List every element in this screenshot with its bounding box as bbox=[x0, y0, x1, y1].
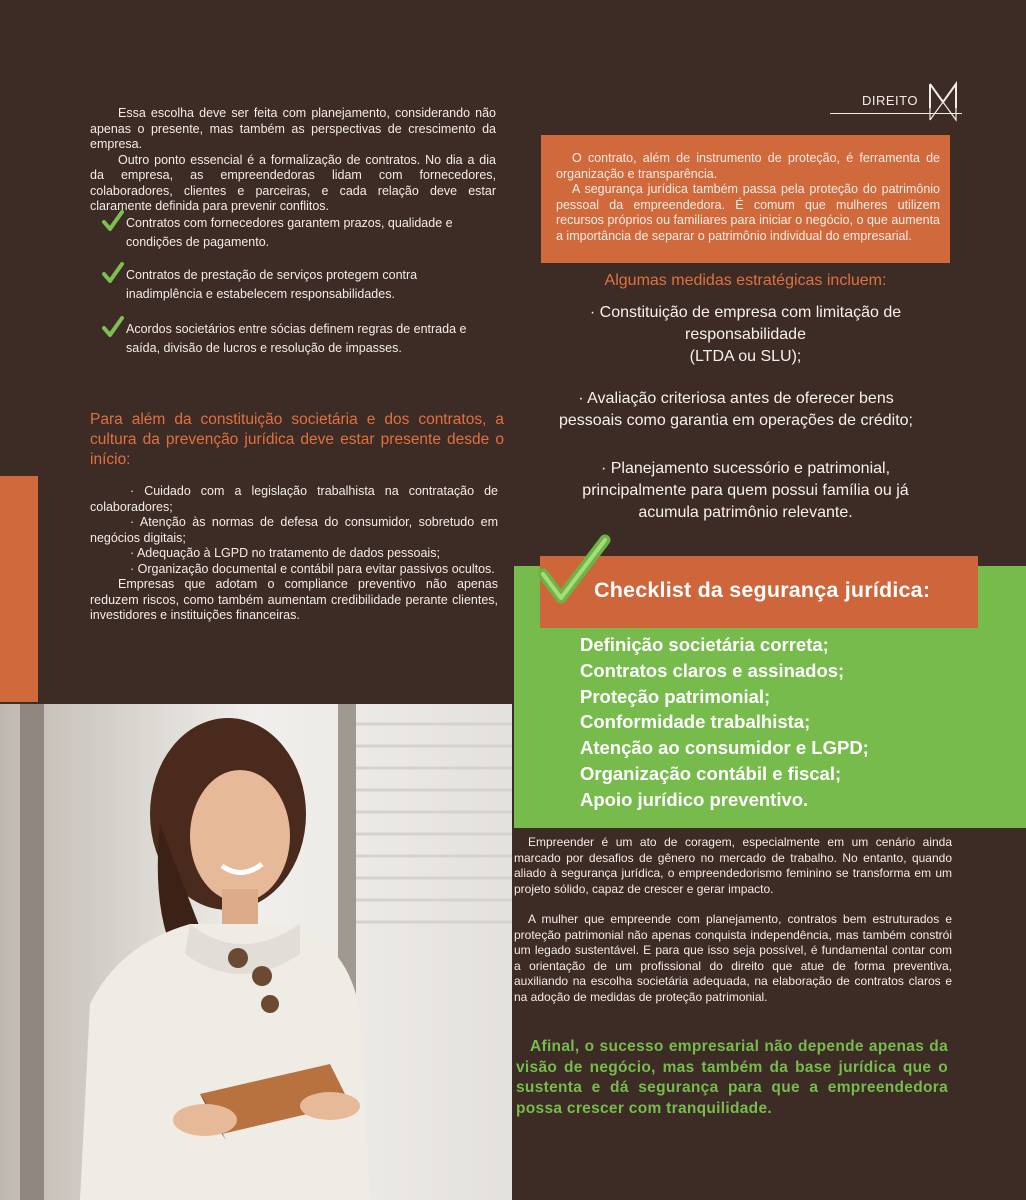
contract-info-text bbox=[556, 151, 940, 244]
checklist-item: Proteção patrimonial; bbox=[580, 685, 771, 707]
compliance-paragraph: Empresas que adotam o compliance preventivo não apenas reduzem riscos, como também aumentam credibilidade perante clientes, investidores e instituições financeiras. bbox=[90, 577, 498, 622]
measure-line: · Constituição de empresa com limitação de bbox=[589, 304, 902, 321]
measure-line: · Planejamento sucessório e patrimonial, bbox=[600, 460, 891, 477]
entrepreneur-photo bbox=[0, 704, 512, 1200]
closing-paragraph: A mulher que empreende com planejamento, contratos bem estruturados e proteção patrimonial não apenas conquista independência, mas também constrói um legado sustentável. E para que isso seja possível, é fundamental contar com a orientação de um profissional do direito que atue de forma preventiva, auxiliando na escolha societária adequada, na elaboração de contratos claros e na adoção de medidas de proteção patrimonial. bbox=[514, 912, 952, 1004]
bullet-item: · Organização documental e contábil para evitar passivos ocultos. bbox=[130, 561, 495, 576]
checkmark-icon bbox=[102, 262, 124, 284]
checklist-item: Conformidade trabalhista; bbox=[580, 711, 811, 733]
measure-line: pessoais como garantia em operações de crédito; bbox=[559, 412, 913, 429]
checklist-title: Checklist da segurança jurídica: bbox=[594, 578, 931, 602]
intro-text bbox=[90, 106, 496, 215]
entrepreneur-illustration bbox=[0, 704, 512, 1200]
section-label: DIREITO bbox=[862, 93, 918, 108]
checkmark-icon bbox=[102, 316, 124, 338]
measure-line: acumula patrimônio relevante. bbox=[638, 504, 853, 521]
checklist-item: Definição societária correta; bbox=[580, 634, 829, 655]
intro-paragraph: Essa escolha deve ser feita com planejamento, considerando não apenas o presente, mas também as perspectivas de crescimento da empresa. bbox=[90, 106, 496, 151]
measure-line: responsabilidade bbox=[685, 326, 806, 343]
measures-title: Algumas medidas estratégicas incluem: bbox=[604, 272, 887, 289]
checklist-item: Contratos claros e assinados; bbox=[580, 659, 845, 681]
closing-text bbox=[514, 835, 952, 1005]
final-statement: Afinal, o sucesso empresarial não depende apenas da visão de negócio, mas também da base jurídica que o sustenta e dá segurança para que a empreendedora possa crescer com tranquilidade. bbox=[516, 1038, 948, 1117]
intro-paragraph: Outro ponto essencial é a formalização de contratos. No dia a dia da empresa, as empreendedoras lidam com fornecedores, colaboradores, clientes e parceiras, e cada relação deve estar claramente definida para prevenir conflitos. bbox=[90, 152, 496, 213]
measure-line: · Avaliação criteriosa antes de oferecer bens bbox=[578, 390, 894, 407]
checklist-item: Atenção ao consumidor e LGPD; bbox=[580, 737, 869, 759]
info-paragraph: A segurança jurídica também passa pela proteção do patrimônio pessoal da empreendedora. É comum que mulheres utilizem recursos próprios ou familiares para iniciar o negócio, o que aumenta a importância de separar o patrimônio individual do empresarial. bbox=[556, 182, 940, 243]
bullet-item: · Cuidado com a legislação trabalhista na contratação de colaboradores; bbox=[90, 484, 498, 514]
bullet-item: · Atenção às normas de defesa do consumidor, sobretudo em negócios digitais; bbox=[90, 515, 498, 545]
measure-item bbox=[541, 302, 950, 368]
magazine-logo-icon bbox=[926, 78, 960, 126]
info-paragraph: O contrato, além de instrumento de proteção, é ferramenta de organização e transparência. bbox=[556, 151, 940, 181]
check-item-text: Acordos societários entre sócias definem regras de entrada e saída, divisão de lucros e resolução de impasses. bbox=[126, 322, 467, 355]
checkmark-icon bbox=[102, 210, 124, 232]
checklist-item: Organização contábil e fiscal; bbox=[580, 762, 842, 784]
check-item-text: Contratos com fornecedores garantem prazos, qualidade e condições de pagamento. bbox=[126, 216, 453, 249]
measure-item bbox=[541, 388, 931, 432]
checklist-items bbox=[580, 632, 869, 813]
measure-line: (LTDA ou SLU); bbox=[689, 348, 802, 365]
prevention-heading: Para além da constituição societária e dos contratos, a cultura da prevenção jurídica deve estar presente desde o início: bbox=[90, 411, 504, 468]
checklist-item: Apoio jurídico preventivo. bbox=[580, 788, 809, 810]
measure-item bbox=[541, 458, 950, 524]
check-item-text: Contratos de prestação de serviços protegem contra inadimplência e estabelecem responsabilidades. bbox=[126, 268, 418, 301]
bullet-item: · Adequação à LGPD no tratamento de dados pessoais; bbox=[130, 546, 440, 560]
prevention-bullets bbox=[90, 484, 498, 624]
measure-line: principalmente para quem possui família ou já bbox=[582, 482, 909, 499]
decorative-orange-bar bbox=[0, 476, 38, 702]
closing-paragraph: Empreender é um ato de coragem, especialmente em um cenário ainda marcado por desafios de gênero no mercado de trabalho. No entanto, quando aliado à segurança jurídica, o empreendedorismo feminino se transforma em um projeto sólido, capaz de crescer e gerar impacto. bbox=[514, 835, 952, 896]
